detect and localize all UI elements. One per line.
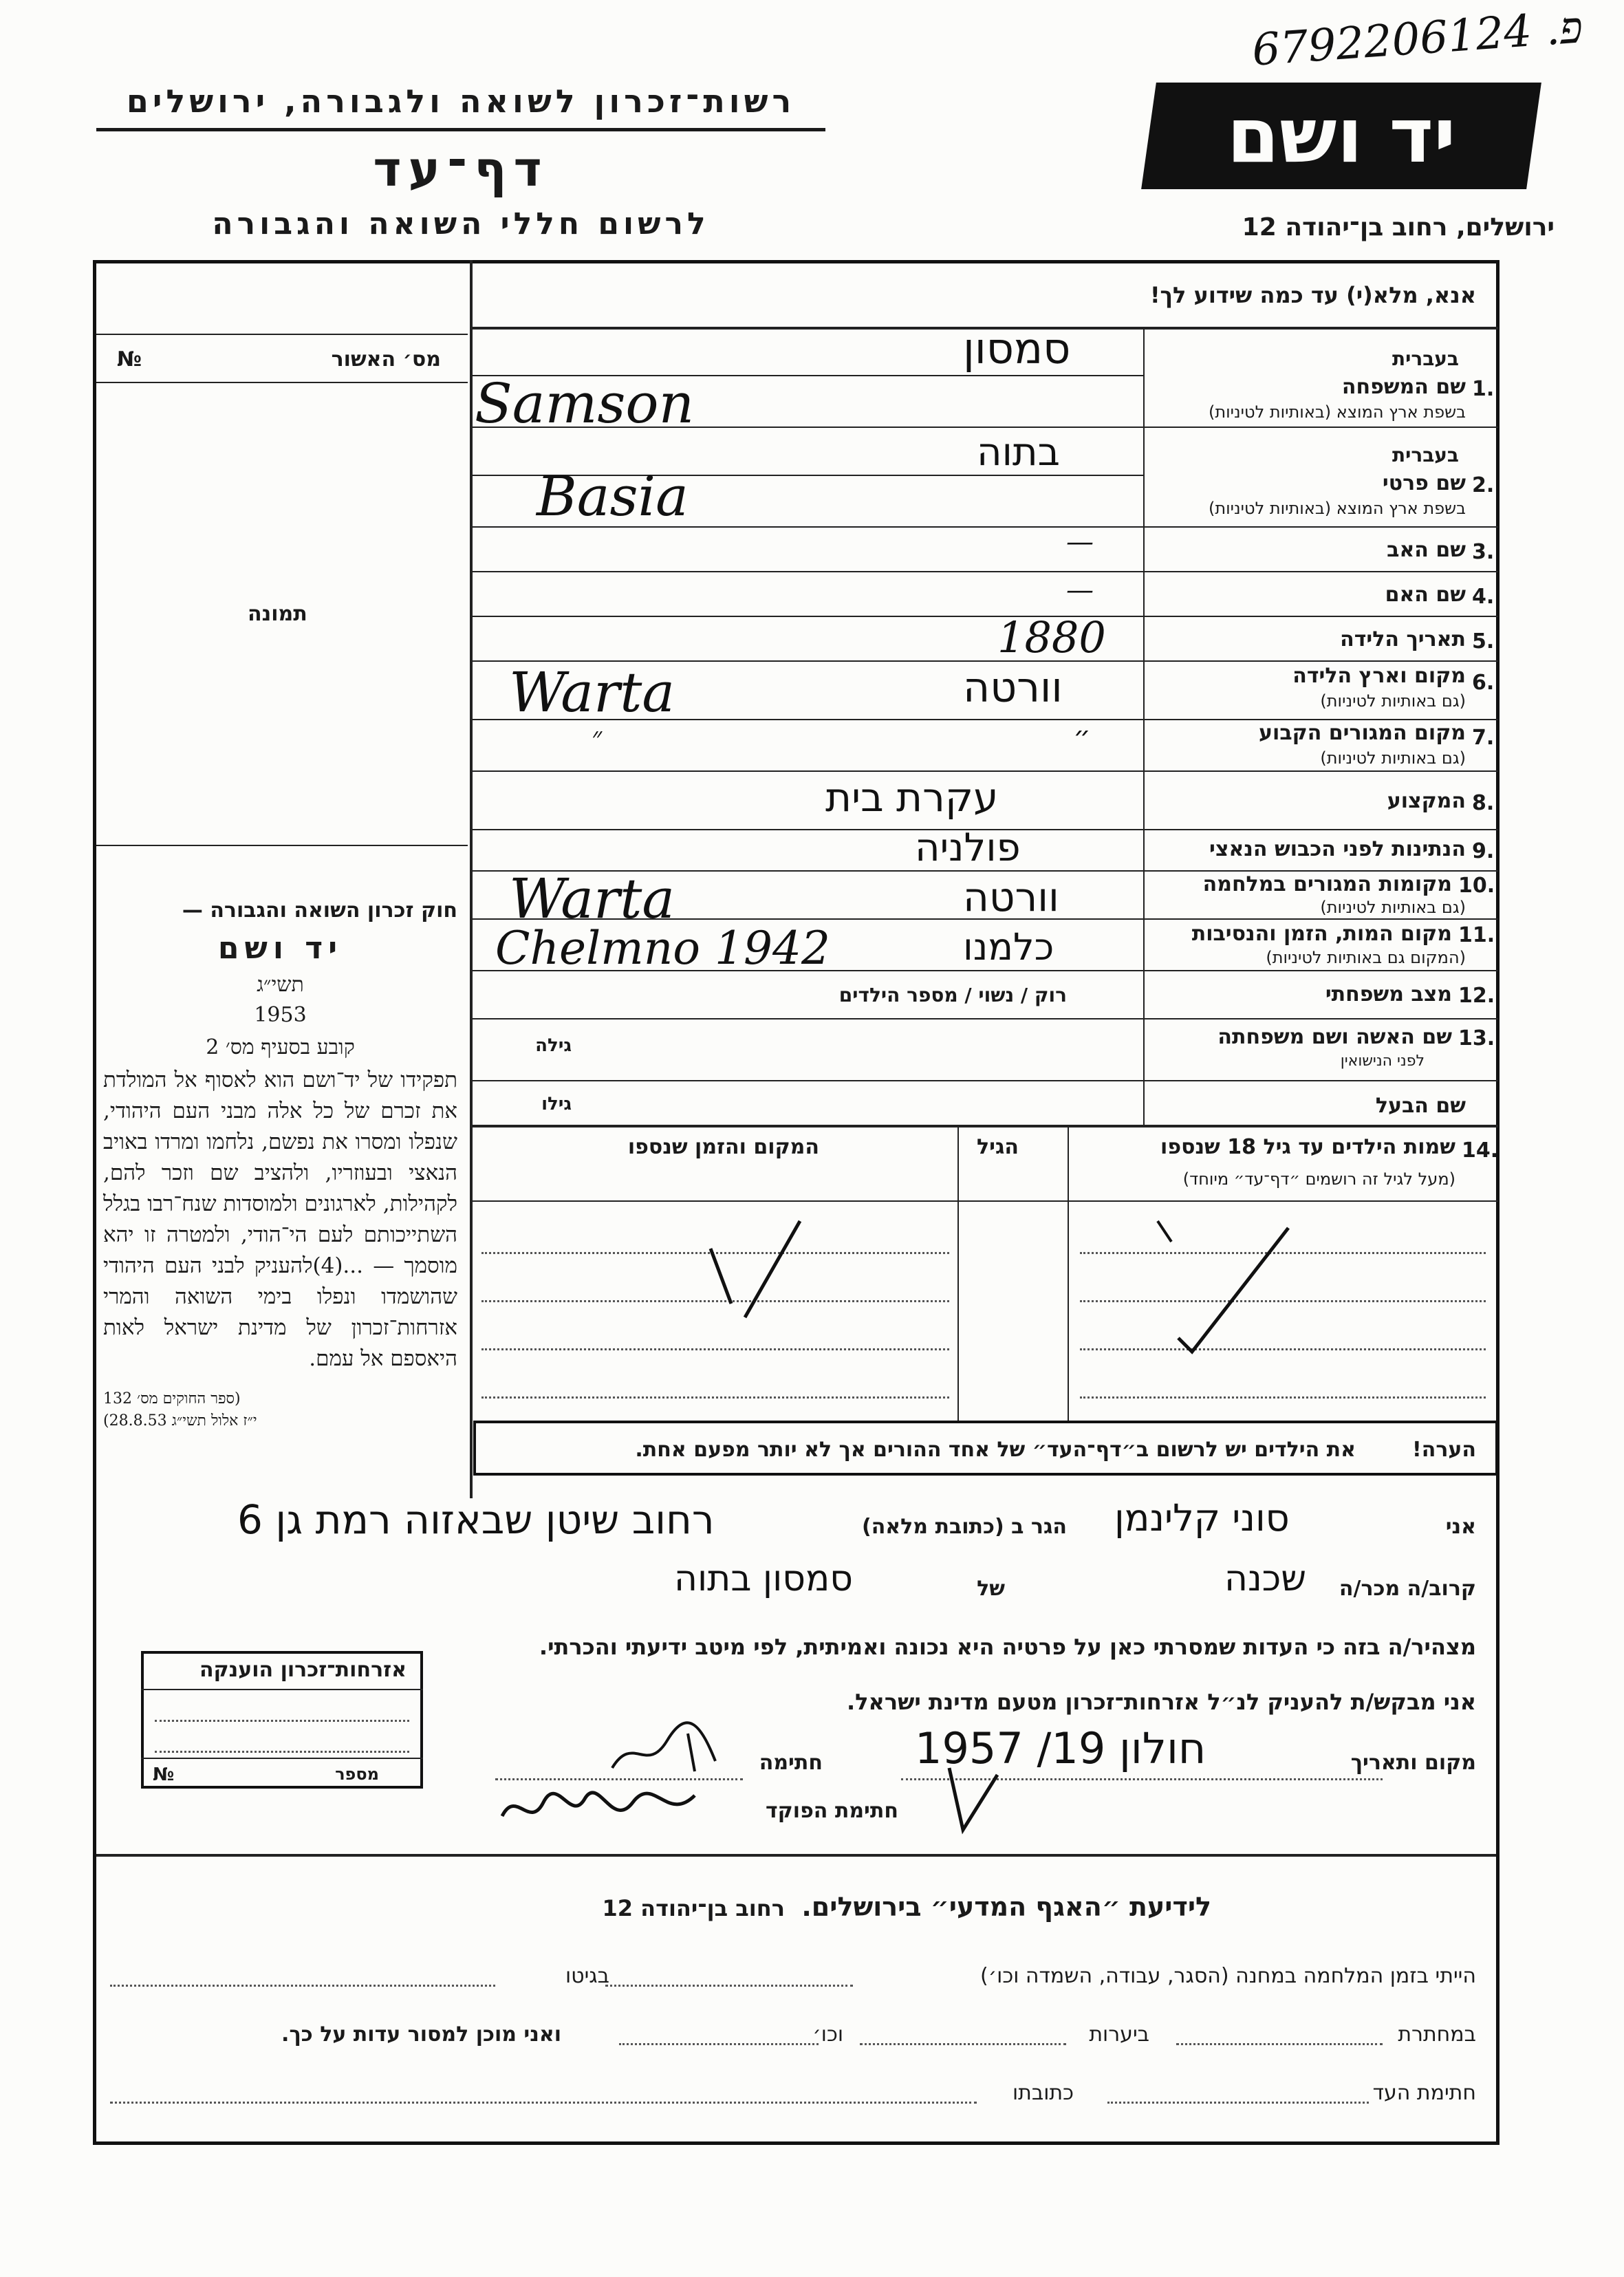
row-rule — [470, 616, 1498, 617]
authority-name: רשות־זכרון לשואה ולגבורה, ירושלים — [126, 83, 796, 120]
law-year: 1953 — [254, 1003, 307, 1027]
field-1-label: שם המשפחה — [1341, 375, 1466, 399]
footer-divider — [96, 1854, 1496, 1857]
footer-address-label: כתובתו — [1013, 2081, 1074, 2105]
field-13-sublabel: לפני הנישואין — [1340, 1053, 1425, 1070]
row-rule — [470, 571, 1498, 572]
field-7-value-latin[interactable]: ״ — [592, 722, 603, 753]
law-block — [103, 894, 457, 1432]
field-7-label: מקום המגורים הקבוע — [1259, 721, 1466, 745]
row-rule — [470, 770, 1498, 772]
field-6-sublabel: (גם באותיות לטיניות) — [1320, 691, 1466, 711]
approval-number-label: מס׳ האשור — [331, 347, 441, 371]
field-12-label: מצב משפחתי — [1325, 982, 1452, 1006]
children-number: 14. — [1462, 1138, 1499, 1163]
officer-signature-label: חתימת הפוקד — [766, 1799, 898, 1823]
footer-underground-label: במחתרת — [1398, 2022, 1476, 2047]
field-6-value-latin[interactable]: Warta — [509, 660, 675, 724]
field-9-value[interactable]: פולניה — [915, 825, 1021, 870]
field-8-value[interactable]: עקרת בית — [825, 774, 999, 821]
field-2-number: 2. — [1472, 473, 1495, 497]
field-6-value-hebrew[interactable]: וורטה — [963, 664, 1063, 712]
field-2-sublabel: בשפת ארץ המוצא (באותיות לטיניות) — [1209, 499, 1466, 518]
footer-ghetto-line — [110, 1985, 495, 1987]
note-text: את הילדים יש לרשום ב״דף־העד״ של אחד ההורים אך לא יותר מפעם אחת. — [635, 1438, 1356, 1462]
field-8-label: המקצוע — [1387, 789, 1466, 813]
field-7-value-hebrew[interactable]: ״ — [1073, 721, 1091, 753]
citizenship-request: אני מבקש/ת להעניק לנ״ל אזרחות־זכרון מטעם מדינת ישראל. — [847, 1689, 1476, 1715]
field-10-number: 10. — [1458, 874, 1495, 898]
field-2-value-latin[interactable]: Basia — [537, 464, 689, 528]
citizenship-number-label: מספר — [335, 1765, 379, 1784]
footer-forests-line — [860, 2043, 1066, 2045]
citizenship-number-rule — [141, 1758, 423, 1759]
field-3-value[interactable]: — — [1066, 526, 1094, 558]
citizenship-line-1 — [155, 1720, 409, 1722]
field-1-value-latin[interactable]: Samson — [475, 371, 695, 435]
note-label: הערה! — [1412, 1438, 1476, 1462]
footer-etc-label: וכו׳ — [812, 2022, 843, 2047]
field-7-sublabel: (גם באותיות לטיניות) — [1320, 748, 1466, 768]
label-column-divider — [1143, 329, 1145, 1127]
left-panel-top-rule — [96, 334, 468, 335]
children-col-place: המקום והזמן שנספו — [627, 1135, 819, 1159]
field-10-value-latin[interactable]: Warta — [509, 867, 675, 931]
field-11-number: 11. — [1458, 923, 1495, 947]
row-rule — [470, 1125, 1498, 1127]
footer-willing-label: ואני מוכן למסור עדות על כך. — [281, 2022, 561, 2047]
field-13-number: 13. — [1458, 1026, 1495, 1050]
relation-label: קרוב/ה מכר/ה — [1339, 1577, 1476, 1601]
row-rule — [470, 1080, 1498, 1081]
field-5-value[interactable]: 1880 — [997, 612, 1106, 662]
photo-label: תמונה — [248, 602, 307, 626]
footer-title: לידיעת ״האגף המדעי״ בירושלים. — [801, 1892, 1211, 1922]
field-1-value-hebrew[interactable]: סמסון — [963, 323, 1071, 374]
relation-value[interactable]: שכנה — [1224, 1558, 1307, 1599]
field-10-value-hebrew[interactable]: וורטה — [963, 874, 1059, 920]
yad-vashem-logo: יד ושם — [1141, 83, 1541, 189]
field-6-number: 6. — [1472, 671, 1495, 695]
instruction: אנא, מלא(י) עד כמה שידוע לך! — [1149, 282, 1476, 308]
children-label: שמות הילדים עד גיל 18 שנספו — [1160, 1135, 1455, 1159]
footer-underground-line — [1176, 2043, 1383, 2045]
field-11-sublabel: (המקום גם באותיות לטיניות) — [1266, 948, 1466, 967]
field-3-label: שם האב — [1387, 538, 1466, 562]
law-ref2: י״ז אלול תשי״ג 28.8.53) — [103, 1412, 257, 1429]
footer-address-line — [110, 2102, 977, 2104]
field-6-label: מקום וארץ הלידה — [1292, 664, 1466, 688]
form-title: דף־עד — [373, 141, 549, 197]
date-handwriting-mark — [935, 1761, 1018, 1837]
law-section: קובע בסעיף מס׳ 2 — [206, 1035, 355, 1059]
field-4-value[interactable]: — — [1066, 574, 1094, 606]
header-underline — [96, 128, 825, 131]
field-8-number: 8. — [1472, 791, 1495, 815]
children-col-age: הגיל — [977, 1135, 1019, 1159]
citizenship-title-rule — [141, 1689, 423, 1690]
archive-number: 6792206124 .פ — [1251, 2, 1585, 76]
field-11-label: מקום המות, הזמן והנסיבות — [1191, 922, 1452, 946]
field-13-label: שם האשה ושם משפחתה — [1217, 1025, 1452, 1049]
officer-signature — [495, 1782, 722, 1837]
declarant-signature — [605, 1720, 743, 1782]
declarant-address[interactable]: רחוב שיטן שבאזוה רמת גן 6 — [237, 1496, 715, 1543]
row-rule — [470, 1018, 1498, 1019]
citizenship-box-title: אזרחות־זכרון הוענקה — [199, 1658, 407, 1682]
children-sublabel: (מעל לגיל זה רושמים ״דף־עד״ מיוחד) — [1182, 1169, 1455, 1189]
field-7-number: 7. — [1472, 726, 1495, 750]
field-5-label: תאריך הלידה — [1340, 627, 1466, 651]
field-4-label: שם האם — [1385, 583, 1466, 607]
citizenship-line-2 — [155, 1751, 409, 1753]
law-org: יד ושם — [217, 931, 343, 966]
of-label: של — [977, 1577, 1005, 1601]
field-3-number: 3. — [1472, 540, 1495, 564]
footer-witness-signature-label: חתימת העד — [1372, 2081, 1476, 2105]
field-4-number: 4. — [1472, 585, 1495, 609]
law-text: תפקידו של יד־ושם הוא לאסוף אל המולדת את זכרם של כל אלה מבני העם היהודי, שנפלו ומסרו את נפשם, נלחמו ומרדו באויב הנאצי ובעוזריו, ולהציב שם וזכר להם, לקהילות, לארגונים ולמוסדות שנח־רבו בגלל השתייכותם לעם הי־הודי, ולמטרה זו יהא מוסמך — ...(4)להעניק לבני העם היהודי שהושמדו ונפלו בימי השואה והמרי אזרחות־זכרון של מדינת ישראל לאות היאספם אל עמם. — [103, 1068, 457, 1371]
citizenship-number-no: № — [153, 1765, 175, 1785]
field-5-number: 5. — [1472, 629, 1495, 654]
field-11-value-hebrew[interactable]: כלמנו — [963, 925, 1054, 969]
form-subtitle: לרשום חללי השואה והגבורה — [212, 206, 710, 241]
declarant-name[interactable]: סוני קלינמן — [1114, 1496, 1290, 1540]
field-12-number: 12. — [1458, 984, 1495, 1008]
resident-label: הגר ב (כתובת מלאה) — [861, 1515, 1067, 1539]
field-11-value-latin[interactable]: Chelmno 1942 — [495, 922, 830, 975]
husband-age-label: גילו — [541, 1094, 572, 1114]
law-ref1: (ספר החוקים מס׳ 132 — [103, 1390, 241, 1407]
field-10-sublabel: (גם באותיות לטיניות) — [1320, 898, 1466, 917]
approval-number-no: № — [117, 347, 142, 371]
signature-label: חתימה — [759, 1751, 823, 1775]
footer-ghetto-label: בגיטו — [565, 1964, 609, 1988]
field-2-label: שם פרטי — [1382, 471, 1466, 495]
children-strike-marks — [470, 1200, 1498, 1421]
field-2-lang-label: בעברית — [1392, 444, 1459, 466]
field-1-sublabel: בשפת ארץ המוצא (באותיות לטיניות) — [1209, 402, 1466, 422]
footer-etc-line — [619, 2043, 819, 2045]
field-1-lang-label: בעברית — [1392, 347, 1459, 370]
law-title: חוק זכרון השואה והגבורה — — [182, 898, 457, 922]
place-date-value[interactable]: חולון 19/ 1957 — [915, 1723, 1206, 1773]
declaration-i-label: אני — [1445, 1515, 1476, 1539]
footer-witness-signature-line — [1107, 2102, 1369, 2104]
field-1-number: 1. — [1472, 377, 1495, 401]
law-year-heb: תשי״ג — [257, 973, 304, 997]
field-10-label: מקומות המגורים במלחמה — [1202, 872, 1452, 896]
address: ירושלים, רחוב בן־יהודה 12 — [1242, 213, 1555, 241]
approval-number-rule — [96, 382, 468, 383]
place-date-label: מקום ותאריך — [1350, 1751, 1476, 1775]
field-9-label: הנתינות לפני הכבוש הנאצי — [1209, 837, 1466, 861]
footer-camp-line — [605, 1985, 853, 1987]
wife-age-label: גילה — [535, 1035, 572, 1056]
footer-forests-label: ביערות — [1089, 2022, 1149, 2047]
field-9-number: 9. — [1472, 839, 1495, 863]
husband-name-label: שם הבעל — [1375, 1094, 1466, 1118]
footer-address: רחוב בן־יהודה 12 — [602, 1895, 785, 1921]
declaration-statement: מצהיר/ה בזה כי העדות שמסרתי כאן על פרטיה היא נכונה ואמיתית, לפי מיטב ידיעתי והכרתי. — [539, 1634, 1476, 1660]
footer-camp-label: הייתי בזמן המלחמה במחנה (הסגר, עבודה, השמדה וכו׳) — [979, 1964, 1476, 1988]
victim-name[interactable]: סמסון בתוה — [674, 1558, 854, 1599]
marital-status-options[interactable]: רוק / נשוי / מספר הילדים — [838, 984, 1067, 1006]
photo-area-bottom — [96, 845, 468, 846]
field-2-value-hebrew[interactable]: בתוה — [977, 430, 1061, 475]
